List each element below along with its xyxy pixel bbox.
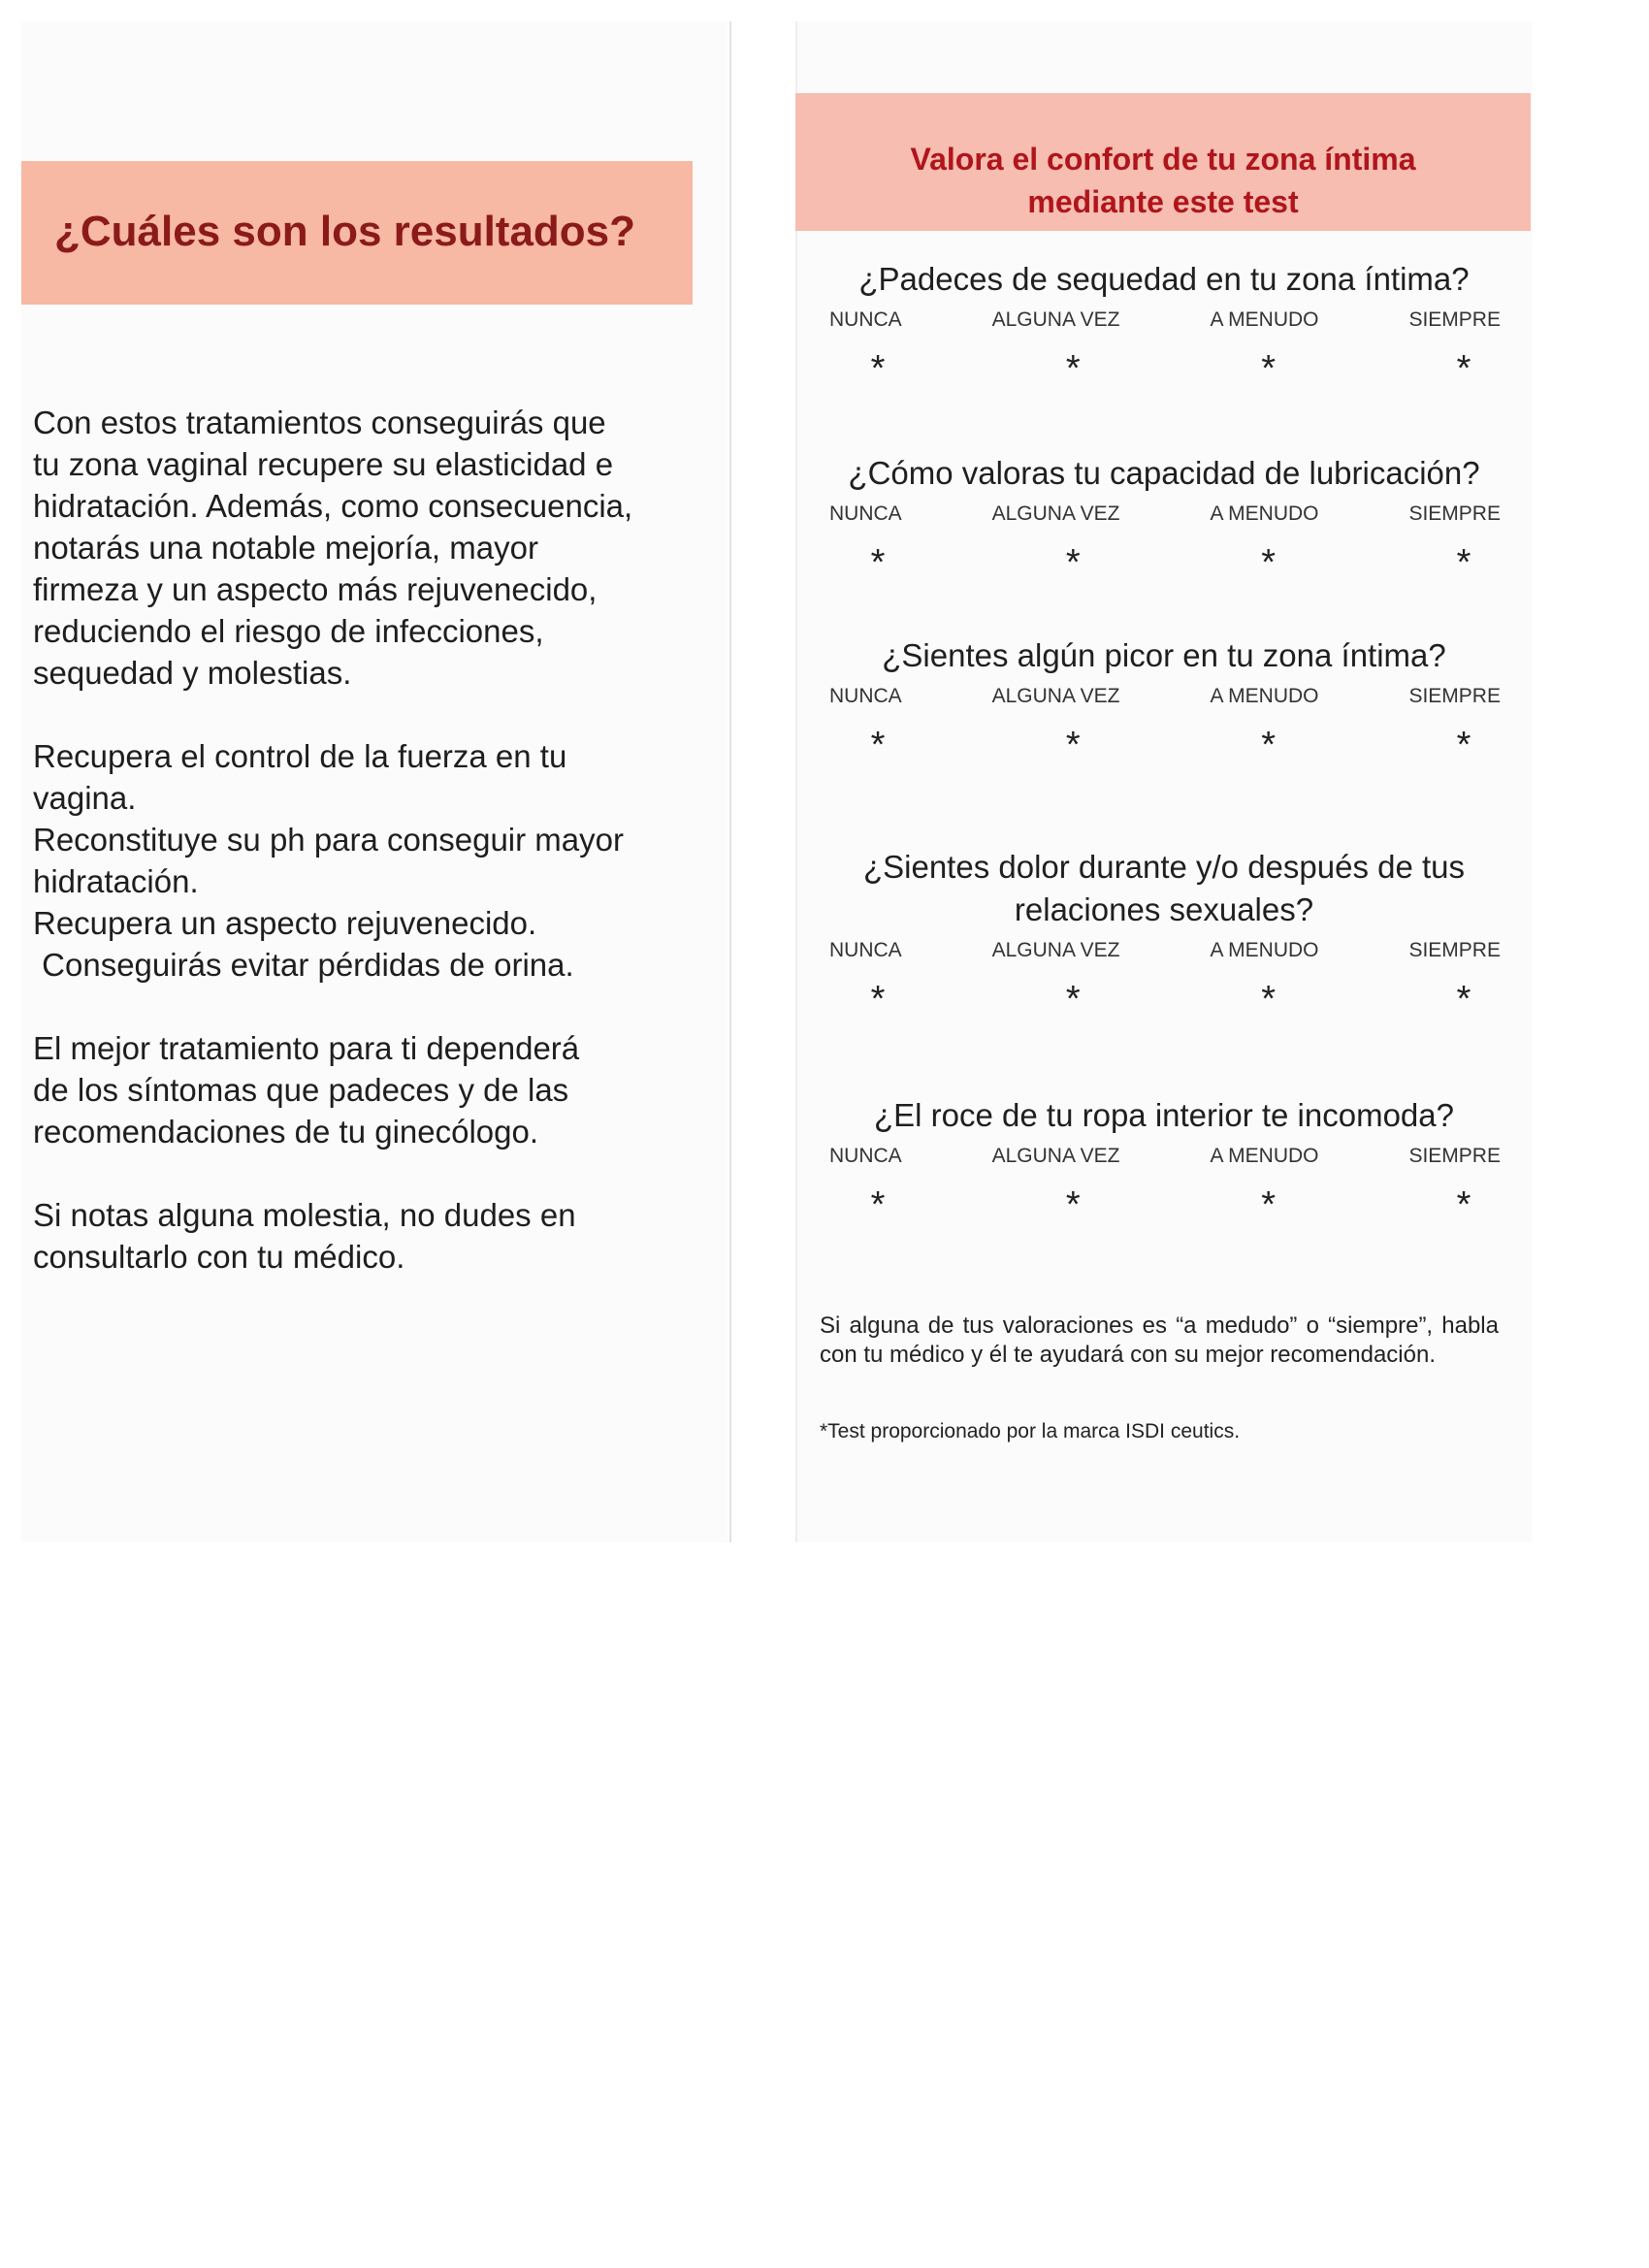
test-header bbox=[795, 93, 1531, 231]
option-label: A MENUDO bbox=[1210, 1145, 1319, 1167]
text-line: consultarlo con tu médico. bbox=[33, 1239, 405, 1275]
answer-mark[interactable]: * bbox=[1456, 542, 1471, 583]
question-block bbox=[820, 1094, 1508, 1224]
answer-mark[interactable]: * bbox=[1261, 979, 1277, 1020]
fold-line bbox=[729, 21, 731, 1542]
answer-options bbox=[820, 1145, 1508, 1168]
question-line: relaciones sexuales? bbox=[1014, 891, 1314, 927]
text-line: reduciendo el riesgo de infecciones, bbox=[33, 613, 544, 649]
text-line: vagina. bbox=[33, 780, 137, 816]
answer-mark[interactable]: * bbox=[1065, 542, 1081, 583]
question-text bbox=[820, 452, 1508, 495]
answer-mark[interactable]: * bbox=[1261, 348, 1277, 389]
option-label: NUNCA bbox=[829, 1145, 902, 1167]
text-line: Si notas alguna molestia, no dudes en bbox=[33, 1197, 576, 1233]
option-label: ALGUNA VEZ bbox=[991, 939, 1120, 961]
question-line: ¿Sientes algún picor en tu zona íntima? bbox=[882, 637, 1446, 673]
question-block bbox=[820, 634, 1508, 764]
answer-mark[interactable]: * bbox=[1065, 979, 1081, 1020]
option-label: NUNCA bbox=[829, 685, 902, 707]
answer-marks bbox=[820, 1185, 1508, 1224]
answer-mark[interactable]: * bbox=[1261, 542, 1277, 583]
question-text bbox=[820, 258, 1508, 301]
text-line: Reconstituye su ph para conseguir mayor bbox=[33, 822, 624, 858]
text-line: Con estos tratamientos conseguirás que bbox=[33, 405, 606, 440]
text-line: firmeza y un aspecto más rejuvenecido, bbox=[33, 571, 598, 607]
option-label: A MENUDO bbox=[1210, 685, 1319, 707]
option-label: ALGUNA VEZ bbox=[991, 308, 1120, 331]
option-label: SIEMPRE bbox=[1408, 502, 1501, 525]
text-line: El mejor tratamiento para ti dependerá bbox=[33, 1030, 580, 1066]
option-label: A MENUDO bbox=[1210, 308, 1319, 331]
option-label: ALGUNA VEZ bbox=[991, 685, 1120, 707]
option-label: A MENUDO bbox=[1210, 502, 1319, 525]
answer-mark[interactable]: * bbox=[1456, 348, 1471, 389]
question-line: ¿Padeces de sequedad en tu zona íntima? bbox=[858, 261, 1470, 297]
answer-mark[interactable]: * bbox=[1065, 1184, 1081, 1225]
answer-marks bbox=[820, 980, 1508, 1019]
answer-mark[interactable]: * bbox=[1065, 725, 1081, 765]
answer-marks bbox=[820, 726, 1508, 764]
test-header-line: Valora el confort de tu zona íntima bbox=[910, 142, 1416, 177]
text-line: hidratación. bbox=[33, 863, 199, 899]
paragraph-advice bbox=[33, 1194, 663, 1278]
text-line: Conseguirás evitar pérdidas de orina. bbox=[33, 947, 574, 983]
text-line: de los síntomas que padeces y de las bbox=[33, 1072, 569, 1108]
option-label: SIEMPRE bbox=[1408, 1145, 1501, 1167]
answer-options bbox=[820, 502, 1508, 526]
answer-options bbox=[820, 939, 1508, 962]
text-line: tu zona vaginal recupere su elasticidad e bbox=[33, 446, 614, 482]
answer-mark[interactable]: * bbox=[1456, 1184, 1471, 1225]
option-label: NUNCA bbox=[829, 502, 902, 525]
paragraph-treatment bbox=[33, 1027, 663, 1152]
question-block bbox=[820, 452, 1508, 582]
answer-mark[interactable]: * bbox=[1261, 725, 1277, 765]
answer-mark[interactable]: * bbox=[870, 979, 886, 1020]
answer-marks bbox=[820, 543, 1508, 582]
text-line: hidratación. Además, como consecuencia, bbox=[33, 488, 633, 524]
question-block bbox=[820, 846, 1508, 1019]
answer-mark[interactable]: * bbox=[1456, 725, 1471, 765]
answer-options bbox=[820, 308, 1508, 332]
answer-mark[interactable]: * bbox=[1456, 979, 1471, 1020]
answer-mark[interactable]: * bbox=[870, 542, 886, 583]
question-text bbox=[820, 1094, 1508, 1137]
option-label: NUNCA bbox=[829, 308, 902, 331]
text-line: recomendaciones de tu ginecólogo. bbox=[33, 1114, 539, 1150]
results-body bbox=[33, 402, 663, 1319]
answer-mark[interactable]: * bbox=[1261, 1184, 1277, 1225]
text-line: sequedad y molestias. bbox=[33, 655, 352, 691]
option-label: ALGUNA VEZ bbox=[991, 1145, 1120, 1167]
results-header bbox=[21, 161, 693, 305]
answer-options bbox=[820, 685, 1508, 708]
answer-mark[interactable]: * bbox=[1065, 348, 1081, 389]
answer-mark[interactable]: * bbox=[870, 348, 886, 389]
answer-mark[interactable]: * bbox=[870, 725, 886, 765]
paragraph-list bbox=[33, 735, 663, 986]
question-line: ¿El roce de tu ropa interior te incomoda? bbox=[874, 1097, 1454, 1133]
option-label: SIEMPRE bbox=[1408, 308, 1501, 331]
option-label: ALGUNA VEZ bbox=[991, 502, 1120, 525]
test-credit: *Test proporcionado por la marca ISDI ceutics. bbox=[820, 1420, 1241, 1442]
test-header-line: mediante este test bbox=[1027, 184, 1299, 219]
question-block bbox=[820, 258, 1508, 388]
option-label: SIEMPRE bbox=[1408, 939, 1501, 961]
text-line: Recupera el control de la fuerza en tu bbox=[33, 738, 567, 774]
paragraph-benefits bbox=[33, 402, 663, 694]
recommendation-note: Si alguna de tus valoraciones es “a medudo” o “siempre”, habla con tu médico y él te ayudará con su mejor recomendación. bbox=[820, 1312, 1499, 1368]
text-line: notarás una notable mejoría, mayor bbox=[33, 530, 538, 566]
question-line: ¿Sientes dolor durante y/o después de tus bbox=[862, 849, 1466, 885]
question-line: ¿Cómo valoras tu capacidad de lubricación? bbox=[848, 455, 1480, 491]
answer-mark[interactable]: * bbox=[870, 1184, 886, 1225]
option-label: NUNCA bbox=[829, 939, 902, 961]
question-text bbox=[820, 846, 1508, 931]
answer-marks bbox=[820, 349, 1508, 388]
results-title: ¿Cuáles son los resultados? bbox=[54, 208, 636, 255]
option-label: SIEMPRE bbox=[1408, 685, 1501, 707]
question-text bbox=[820, 634, 1508, 677]
option-label: A MENUDO bbox=[1210, 939, 1319, 961]
text-line: Recupera un aspecto rejuvenecido. bbox=[33, 905, 537, 941]
